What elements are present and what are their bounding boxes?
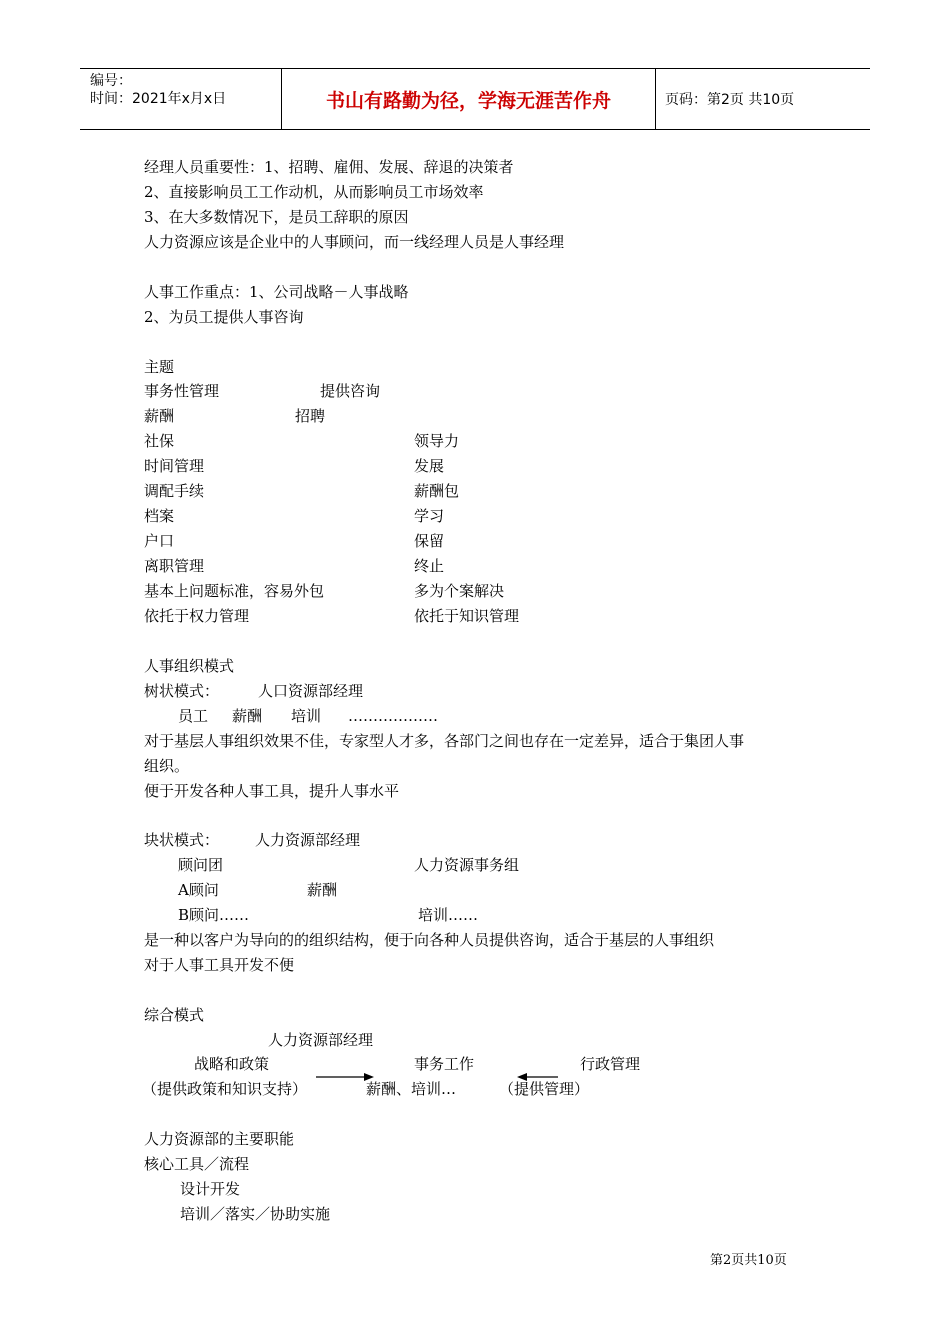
table-cell: 提供咨询 [320,382,381,400]
table-cell: 时间管理 [144,457,205,475]
section-heading: 主题 [144,358,175,376]
arrow-right-icon [316,1073,374,1081]
table-cell: 事务性管理 [144,382,220,400]
text-line: 培训 [291,707,322,725]
text-line: 2、为员工提供人事咨询 [144,308,304,326]
table-cell: 薪酬包 [414,482,460,500]
table-cell: 依托于权力管理 [144,607,250,625]
text-line: ……………… [348,707,438,725]
header-page-number: 页码：第2页 共10页 [665,92,795,108]
table-cell: 发展 [414,457,445,475]
table-cell: 基本上问题标准，容易外包 [144,582,325,600]
document-time: 时间：2021年x月x日 [90,91,227,107]
table-cell: 领导力 [414,432,460,450]
table-cell: 户口 [144,532,175,550]
page-footer: 第2页共10页 [710,1253,787,1268]
text-line: 行政管理 [580,1055,641,1073]
text-line: （提供管理） [499,1080,590,1098]
text-line: 人力资源部经理 [268,1031,374,1049]
text-line: 对于人事工具开发不便 [144,956,295,974]
table-cell: 档案 [144,507,175,525]
text-line: 3、在大多数情况下，是员工辞职的原因 [144,208,409,226]
section-heading: 综合模式 [144,1006,205,1024]
table-cell: 终止 [414,557,445,575]
text-line: 员工 [178,707,209,725]
text-line: 顾问团 [178,856,224,874]
section-heading: 人力资源部的主要职能 [144,1130,295,1148]
table-cell: 薪酬 [144,407,175,425]
text-line: 是一种以客户为导向的的组织结构，便于向各种人员提供咨询，适合于基层的人事组织 [144,931,715,949]
text-line: 人力资源应该是企业中的人事顾问，而一线经理人员是人事经理 [144,233,565,251]
text-line: A顾问 [178,881,219,899]
document-number-label: 编号： [90,73,132,89]
arrow-left-icon [517,1073,558,1081]
table-cell: 多为个案解决 [414,582,505,600]
section-heading: 人事组织模式 [144,657,235,675]
text-line: 人事工作重点：1、公司战略－人事战略 [144,283,409,301]
table-cell: 社保 [144,432,175,450]
text-line: B顾问…… [178,906,250,924]
text-line: 薪酬 [307,881,338,899]
header-motto: 书山有路勤为径，学海无涯苦作舟 [325,90,611,112]
text-line: 培训／落实／协助实施 [180,1205,331,1223]
text-line: 薪酬、培训… [366,1080,457,1098]
text-line: 人力资源事务组 [414,856,520,874]
text-line: 培训…… [418,906,479,924]
text-line: （提供政策和知识支持） [142,1080,308,1098]
text-line: 事务工作 [414,1055,475,1073]
text-line: 人口资源部经理 [258,682,364,700]
table-cell: 学习 [414,507,445,525]
table-cell: 招聘 [295,407,326,425]
text-line: 设计开发 [180,1180,241,1198]
text-line: 组织。 [144,757,190,775]
text-line: 战略和政策 [194,1055,270,1073]
text-line: 2、直接影响员工工作动机，从而影响员工市场效率 [144,183,484,201]
text-line: 便于开发各种人事工具，提升人事水平 [144,782,400,800]
table-cell: 依托于知识管理 [414,607,520,625]
text-line: 人力资源部经理 [255,831,361,849]
table-cell: 调配手续 [144,482,205,500]
text-line: 块状模式： [144,831,220,849]
text-line: 树状模式： [144,682,220,700]
table-cell: 保留 [414,532,445,550]
text-line: 核心工具／流程 [144,1155,250,1173]
text-line: 薪酬 [232,707,263,725]
text-line: 经理人员重要性：1、招聘、雇佣、发展、辞退的决策者 [144,158,514,176]
table-cell: 离职管理 [144,557,205,575]
text-line: 对于基层人事组织效果不佳，专家型人才多，各部门之间也存在一定差异，适合于集团人事 [144,732,745,750]
